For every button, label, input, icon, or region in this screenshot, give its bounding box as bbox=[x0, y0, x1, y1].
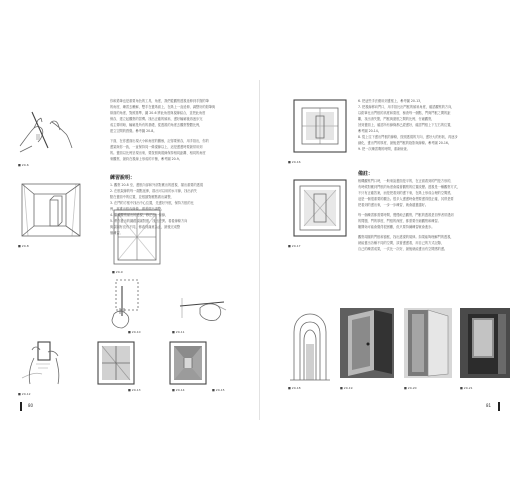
step-line: 離，找出消失點，門框與窗框之間的比例，仔細觀察， bbox=[358, 117, 435, 121]
fig-20-16-caption: ■ 20-16 bbox=[288, 160, 301, 164]
right-page bbox=[260, 0, 520, 500]
intro-line: 下面，在你畫面出現大小和角度的關係，記得要保存，用手指出，你的 bbox=[110, 139, 209, 143]
fig-20-21-doorway-dark bbox=[460, 308, 510, 378]
fig-20-10-caption: ■ 20-10 bbox=[128, 330, 141, 334]
intro-line: 畫架與你一致，一直保持同一條視線以上，這是畫畫時要最常用到 bbox=[110, 145, 203, 149]
right-page-marker bbox=[498, 402, 500, 411]
note-line: 相機觀察門口時，一般來說畫面是平的，在正面看到的門是方形的， bbox=[358, 179, 454, 183]
fig-20-6-caption: ■ 20-6 bbox=[18, 163, 29, 167]
fig-20-8-doorway-sketch bbox=[20, 182, 82, 238]
exercise-line: 1. 觀察 20-8 至，畫框內部和外部對應出的透視，描出重要的透視 bbox=[110, 183, 204, 187]
note-line: 不只有正確答案，而是把看到的畫下來，在紙上形成合理的空間感， bbox=[358, 191, 454, 195]
step-line: 9. 把一次練習剩的時間，重新檢查。 bbox=[358, 147, 410, 151]
intro-line: 的角度，練習去瞭解，雙手在畫紙面上，在紙上一直延伸，調整好的鉛筆與 bbox=[110, 105, 216, 109]
exercise-line: 例，再畫出框內線條，照著做出調整。 bbox=[110, 207, 165, 211]
left-intro-text bbox=[110, 98, 250, 162]
note-heading: 備註： bbox=[358, 171, 374, 177]
exercise-line: 個練習。 bbox=[110, 231, 123, 235]
fig-20-21-caption: ■ 20-21 bbox=[460, 386, 473, 390]
fig-20-20-door-partial bbox=[404, 308, 452, 378]
fig-20-12-caption: ■ 20-12 bbox=[18, 392, 31, 396]
right-page-number: 81 bbox=[486, 403, 492, 408]
note-line: 每一個練習都需要時間，慢慢地去觀察，門框的透視是初學者常遇到 bbox=[358, 213, 454, 217]
fig-20-6-hands-pencil-sketch bbox=[18, 108, 74, 156]
exercise-heading: 練習說明： bbox=[110, 175, 136, 181]
intro-line: 的。畫面以比例呈現出來，要按照與視線保持相同距離、相同的角度 bbox=[110, 151, 206, 155]
note-text bbox=[358, 178, 508, 252]
fig-20-13-frame-cross bbox=[96, 340, 136, 386]
step-line: 以鉛筆比出門框的高度和寬度，檢查每一個點，門與門框之間的距 bbox=[358, 111, 451, 115]
intro-line: 你和鉛筆也是重要角色的工具，角度，我們從觀察透視延伸到手握的筆 bbox=[110, 99, 209, 103]
note-line: 這是一個很重要的觀念。很多人畫畫時會想要畫得很正確，其實是要 bbox=[358, 197, 454, 201]
fig-20-10-pencil-measure bbox=[100, 278, 142, 330]
intro-line: 建立空間的感覺。參考圖 20-8。 bbox=[110, 129, 157, 133]
note-line: 剛開始可能會覺得很困難，但只要持續練習就會進步。 bbox=[358, 225, 435, 229]
fig-20-12-person-sketch bbox=[20, 338, 66, 386]
fig-20-9-caption: ■ 20-9 bbox=[112, 270, 123, 274]
fig-20-14-caption: ■ 20-14 bbox=[172, 388, 185, 392]
exercise-line: 2. 在框架線的每一端點延伸，描出可以用的水平線，找出消失 bbox=[110, 189, 197, 193]
intro-line: 紙面的角度，對照基準，圖 20-6 將此角度與視線結合，並把此角度 bbox=[110, 111, 206, 115]
fig-20-8-caption: ■ 20-8 bbox=[18, 244, 29, 248]
note-line: 自己的練習成果，一次比一次好，最後就能畫出有空間感的畫。 bbox=[358, 247, 448, 251]
fig-20-16-frame-door bbox=[292, 98, 348, 154]
fig-20-17-frame-panel bbox=[292, 178, 348, 238]
step-line: 參考圖 20-14。 bbox=[358, 129, 382, 133]
fig-20-15-caption: ■ 20-15 bbox=[212, 388, 225, 392]
fig-20-13-caption: ■ 20-13 bbox=[128, 388, 141, 392]
step-line: 細化，畫出門的厚度，最後是門框的陰影與線條。參考圖 20-16。 bbox=[358, 141, 452, 145]
fig-20-18-arch-sketch bbox=[288, 310, 332, 382]
fig-20-19-door-tone bbox=[340, 308, 394, 378]
note-line: 把看到的畫出來，一步一步練習，就會越畫越好。 bbox=[358, 203, 429, 207]
exercise-line: 與原圖有沒有不同，修改到滿意為止，最後完成整 bbox=[110, 225, 181, 229]
right-steps-text bbox=[358, 98, 508, 152]
intro-line: 保存，建立起觀察的習慣。找出正確的傾斜，畫好輪廓後再逐步完 bbox=[110, 117, 203, 121]
exercise-line: 3. 在門的方框中找出中心位置，先畫好外框，保持方框的比 bbox=[110, 201, 194, 205]
step-line: 8. 從上往下畫出門框的線條，按照透視的方向，畫好大的形狀，再逐步 bbox=[358, 135, 458, 139]
fig-20-18-caption: ■ 20-18 bbox=[288, 386, 301, 390]
intro-line: 成主要明暗，輪廓是所有的基礎，從透視的角度去觀察整體比例， bbox=[110, 123, 203, 127]
fig-20-14-corridor-sketch bbox=[168, 340, 208, 386]
exercise-line: 5. 將你畫出的圖跟原圖對照，找出差異。看看線條方向 bbox=[110, 219, 188, 223]
fig-20-17-caption: ■ 20-17 bbox=[288, 244, 301, 248]
left-page-marker bbox=[20, 402, 22, 411]
fig-20-9-frame-grid bbox=[112, 208, 162, 266]
fig-20-20-caption: ■ 20-20 bbox=[404, 386, 417, 390]
step-line: 6. 把這些手法應用到畫框上，參考圖 20-13， bbox=[358, 99, 424, 103]
left-page-number: 80 bbox=[28, 403, 34, 408]
step-line: 回到畫面上，確認所有線條都已經畫好，確認門框上下左右的位置， bbox=[358, 123, 454, 127]
step-line: 7. 把視線移向門口，用手指比出門框的傾斜角度，確認觀察的方向， bbox=[358, 105, 455, 109]
note-line: 的問題，門的厚度，門框的深度，都需要仔細觀察和練習。 bbox=[358, 219, 441, 223]
fig-20-11-pencil-horizontal bbox=[172, 288, 230, 326]
exercise-line: 點在畫面中的位置，並根據對應點做出調整， bbox=[110, 195, 174, 199]
fig-20-11-caption: ■ 20-11 bbox=[172, 330, 185, 334]
fig-20-19-caption: ■ 20-19 bbox=[340, 386, 353, 390]
note-line: 就能畫出各種不同的空間，試著畫畫看，用自己的方式記錄， bbox=[358, 241, 445, 245]
exercise-line: 4. 繼續觀察描出的透視，修正出一條線， bbox=[110, 213, 169, 217]
note-line: 觀察周圍的門框和窗框，找出透視的規律。如果能夠理解門的透視， bbox=[358, 235, 454, 239]
intro-line: 來觀察，最終在視線上形成的平衡，參考圖 20-9。 bbox=[110, 157, 182, 161]
note-line: 有時候對應到門框的角度會隨著觀察的位置改變。透視是一種觀察方式， bbox=[358, 185, 460, 189]
